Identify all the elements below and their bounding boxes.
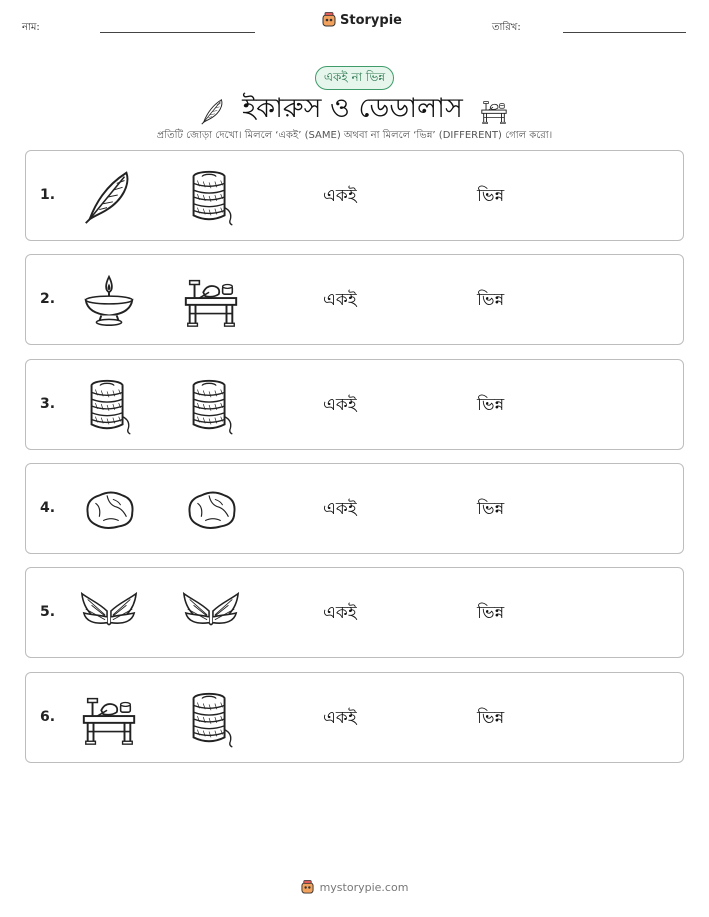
storypie-mascot-icon [322, 12, 336, 28]
date-label: তারিখ: [492, 22, 521, 33]
worksheet-type-badge: একই না ভিন্ন [315, 66, 394, 90]
rope-coil-icon [180, 687, 242, 749]
oil-lamp-icon [78, 269, 140, 331]
feather-icon [198, 96, 228, 126]
feather-icon [78, 165, 140, 227]
name-field[interactable] [100, 32, 255, 33]
question-number: 4. [40, 499, 56, 516]
question-number: 3. [40, 395, 56, 412]
workbench-icon [477, 96, 511, 126]
instructions: প্রতিটি জোড়া দেখো। মিললে ‘একই’ (SAME) অথবা না মিললে ‘ভিন্ন’ (DIFFERENT) গোল করো। [156, 130, 553, 141]
wings-icon [180, 582, 242, 644]
storypie-logo [322, 12, 402, 28]
question-row [25, 672, 684, 763]
title-row [0, 88, 709, 133]
question-row [25, 150, 684, 241]
same-option[interactable]: একই [323, 498, 357, 519]
date-field[interactable] [563, 32, 686, 33]
different-option[interactable]: ভিন্ন [477, 603, 505, 624]
different-option[interactable]: ভিন্ন [477, 290, 505, 311]
wax-lump-icon [180, 478, 242, 540]
question-row [25, 567, 684, 658]
question-number: 6. [40, 708, 56, 725]
same-option[interactable]: একই [323, 290, 357, 311]
question-number: 5. [40, 604, 56, 621]
same-option[interactable]: একই [323, 603, 357, 624]
workbench-icon [180, 269, 242, 331]
rope-coil-icon [180, 165, 242, 227]
different-option[interactable]: ভিন্ন [477, 394, 505, 415]
page-title: ইকারুস ও ডেডালাস [242, 93, 463, 124]
different-option[interactable]: ভিন্ন [477, 186, 505, 206]
storypie-mascot-icon [301, 880, 314, 895]
logo-text: Storypie [340, 12, 402, 28]
wax-lump-icon [78, 478, 140, 540]
rope-coil-icon [78, 374, 140, 436]
same-option[interactable]: একই [323, 394, 357, 415]
different-option[interactable]: ভিন্ন [477, 498, 505, 519]
workbench-icon [78, 687, 140, 749]
footer-site: mystorypie.com [319, 881, 409, 894]
different-option[interactable]: ভিন্ন [477, 707, 505, 728]
question-row [25, 359, 684, 450]
rope-coil-icon [180, 374, 242, 436]
wings-icon [78, 582, 140, 644]
question-number: 2. [40, 291, 56, 308]
same-option[interactable]: একই [323, 186, 357, 206]
question-row [25, 463, 684, 554]
question-row [25, 254, 684, 345]
question-number: 1. [40, 187, 56, 203]
footer [0, 880, 709, 895]
same-option[interactable]: একই [323, 707, 357, 728]
name-label: নাম: [22, 22, 40, 33]
